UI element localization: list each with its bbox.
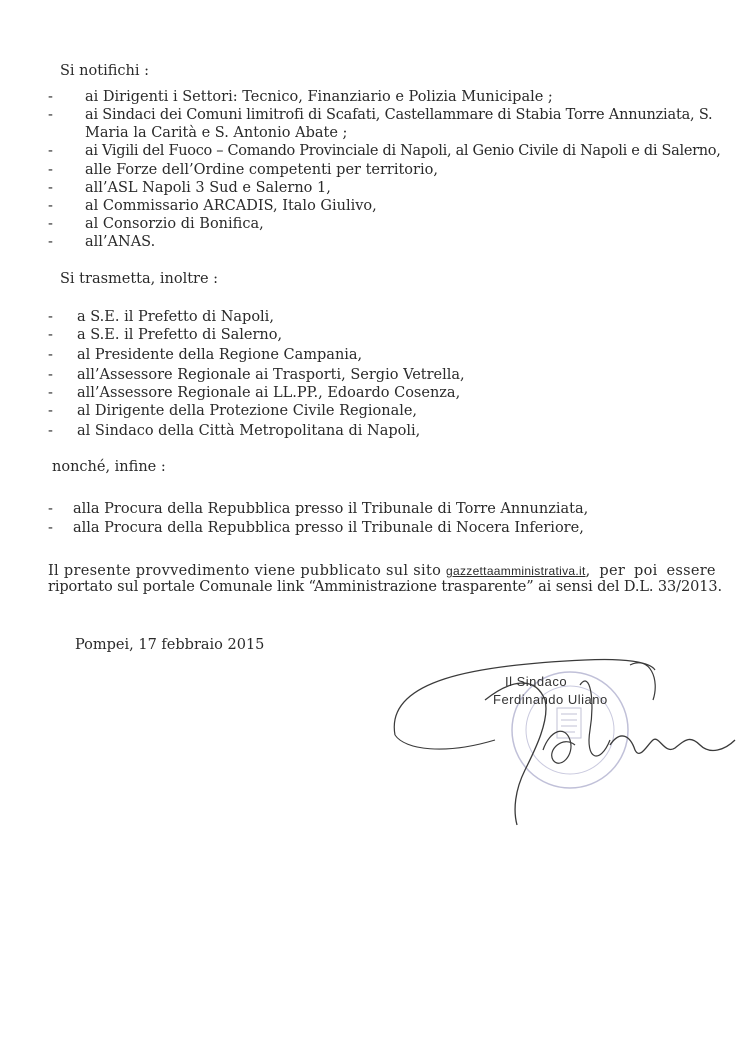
list-dash: - xyxy=(48,385,53,401)
list-item: all’ASL Napoli 3 Sud e Salerno 1, xyxy=(85,180,331,196)
signatory-title: Il Sindaco xyxy=(505,674,568,689)
list-item: alla Procura della Repubblica presso il Tribunale di Nocera Inferiore, xyxy=(73,520,584,536)
list-dash: - xyxy=(48,347,53,363)
publication-text: Il presente provvedimento viene pubblicato sul sito xyxy=(48,563,442,579)
website-link[interactable]: gazzettaamministrativa.it xyxy=(446,564,586,578)
list-dash: - xyxy=(48,501,53,517)
publication-line-2: riportato sul portale Comunale link “Amministrazione trasparente” ai sensi del D.L. 33/2013. xyxy=(48,579,722,595)
list-item: all’Assessore Regionale ai LL.PP., Edoardo Cosenza, xyxy=(77,385,461,401)
list-dash: - xyxy=(48,403,53,419)
list-item: ai Dirigenti i Settori: Tecnico, Finanziario e Polizia Municipale ; xyxy=(85,89,553,105)
list-dash: - xyxy=(48,107,53,123)
transmit-heading: Si trasmetta, inoltre : xyxy=(60,271,219,287)
list-item: all’ANAS. xyxy=(85,234,156,250)
list-dash: - xyxy=(48,520,53,536)
list-dash: - xyxy=(48,89,53,105)
list-item: all’Assessore Regionale ai Trasporti, Sergio Vetrella, xyxy=(77,367,465,383)
list-item: ai Vigili del Fuoco – Comando Provinciale di Napoli, al Genio Civile di Napoli e di Salerno, xyxy=(85,143,721,159)
list-item: a S.E. il Prefetto di Napoli, xyxy=(77,309,274,325)
list-dash: - xyxy=(48,309,53,325)
list-item: ai Sindaci dei Comuni limitrofi di Scafati, Castellammare di Stabia Torre Annunziata, S. xyxy=(85,107,713,123)
list-dash: - xyxy=(48,143,53,159)
signatory-name: Ferdinando Uliano xyxy=(493,692,608,707)
list-dash: - xyxy=(48,367,53,383)
list-dash: - xyxy=(48,162,53,178)
list-item: alle Forze dell’Ordine competenti per territorio, xyxy=(85,162,438,178)
finally-heading: nonché, infine : xyxy=(52,459,166,475)
list-item: al Presidente della Regione Campania, xyxy=(77,347,363,363)
list-dash: - xyxy=(48,216,53,232)
official-stamp-icon xyxy=(385,640,745,830)
list-dash: - xyxy=(48,198,53,214)
date-line: Pompei, 17 febbraio 2015 xyxy=(75,637,265,653)
list-item: al Commissario ARCADIS, Italo Giulivo, xyxy=(85,198,377,214)
list-item: al Consorzio di Bonifica, xyxy=(85,216,264,232)
list-dash: - xyxy=(48,327,53,343)
list-item: al Dirigente della Protezione Civile Regionale, xyxy=(77,403,418,419)
list-dash: - xyxy=(48,180,53,196)
list-dash: - xyxy=(48,423,53,439)
list-item: Maria la Carità e S. Antonio Abate ; xyxy=(85,125,348,141)
publication-text-end: , per poi essere xyxy=(585,563,716,579)
notify-heading: Si notifichi : xyxy=(60,63,149,79)
list-item: a S.E. il Prefetto di Salerno, xyxy=(77,327,283,343)
list-item: al Sindaco della Città Metropolitana di Napoli, xyxy=(77,423,421,439)
signature-block xyxy=(385,640,745,830)
list-dash: - xyxy=(48,234,53,250)
list-item: alla Procura della Repubblica presso il Tribunale di Torre Annunziata, xyxy=(73,501,589,517)
